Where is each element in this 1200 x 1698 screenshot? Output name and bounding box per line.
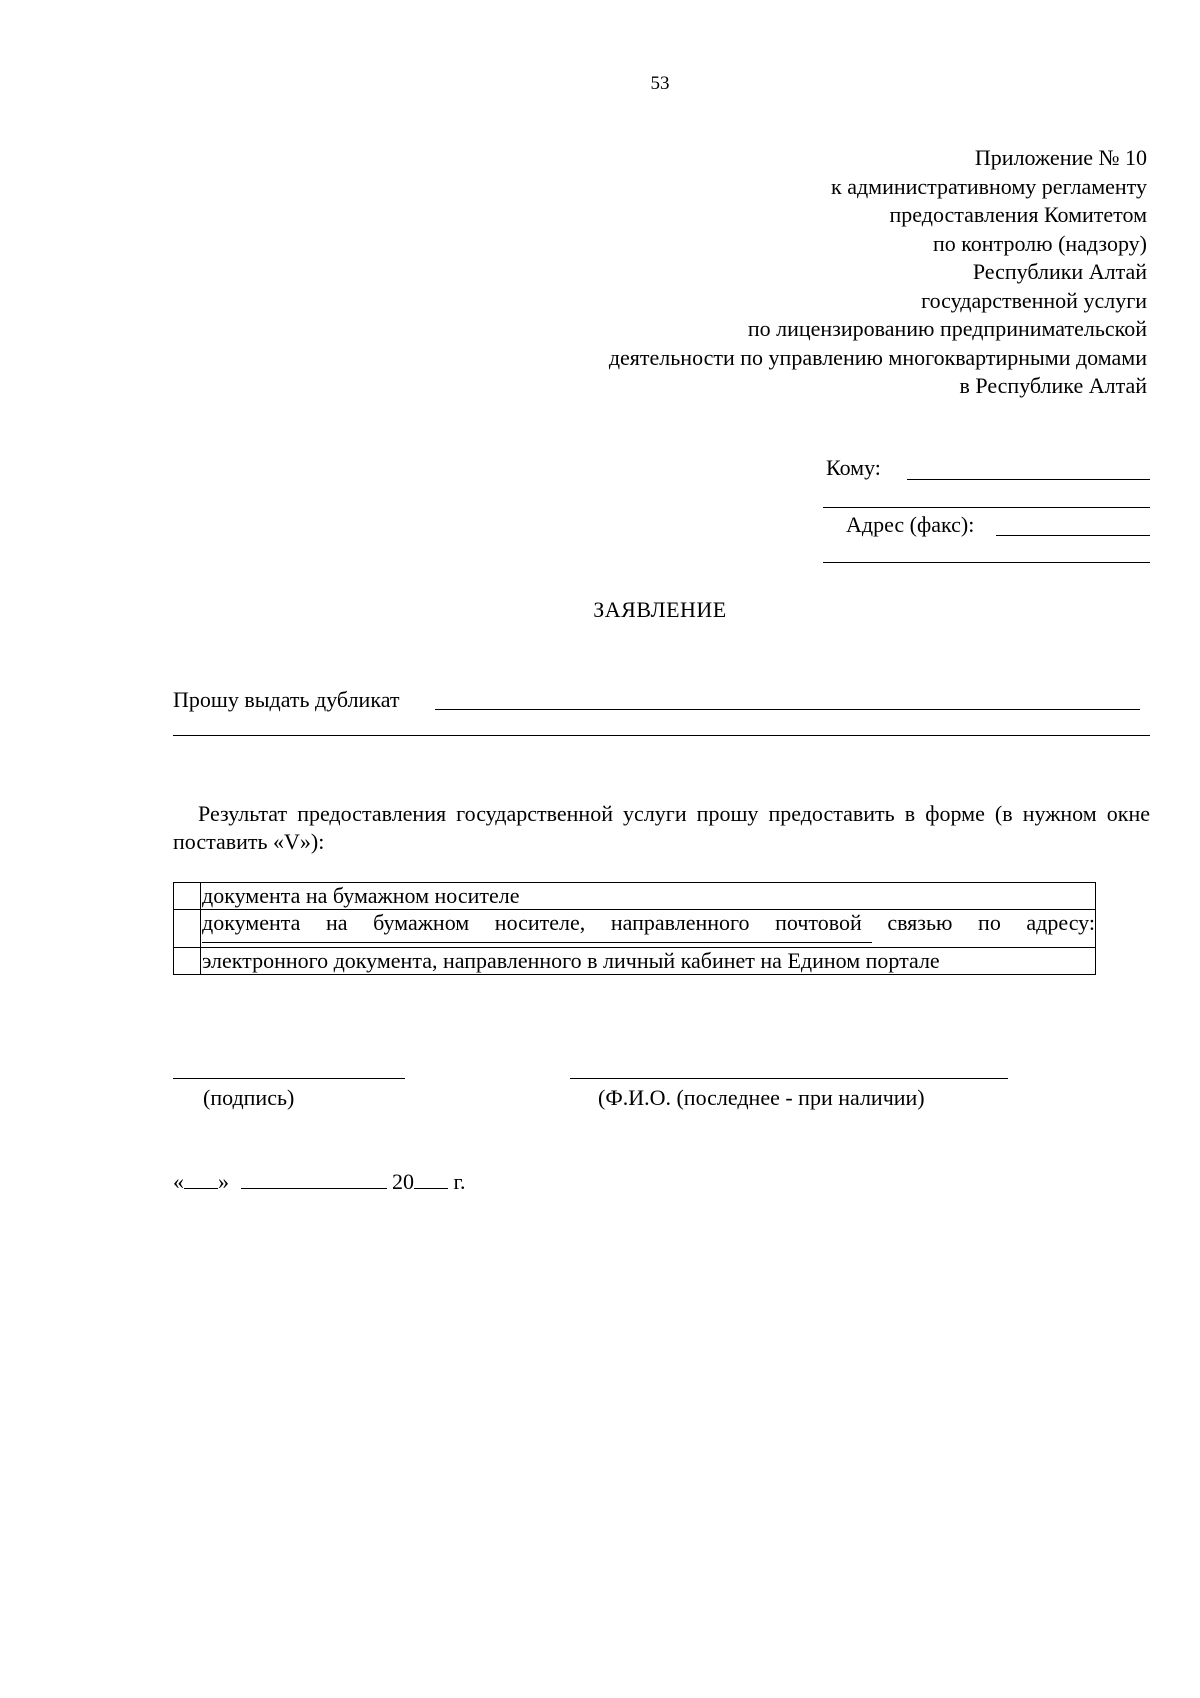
page-number: 53 bbox=[650, 73, 670, 94]
result-form-options-table bbox=[173, 882, 1096, 975]
option-label-paper: документа на бумажном носителе bbox=[201, 883, 1096, 910]
recipient-field[interactable] bbox=[907, 479, 1150, 480]
option-checkbox-mail[interactable] bbox=[174, 910, 201, 948]
signature-field[interactable] bbox=[173, 1078, 405, 1079]
mail-address-field[interactable] bbox=[202, 936, 872, 943]
duplicate-request-label: Прошу выдать дубликат bbox=[173, 687, 400, 712]
year-prefix: 20 bbox=[392, 1169, 414, 1194]
appendix-line: предоставления Комитетом bbox=[889, 202, 1147, 227]
option-checkbox-paper[interactable] bbox=[174, 883, 201, 910]
appendix-line: по лицензированию предпринимательской bbox=[747, 316, 1147, 341]
option-row bbox=[174, 883, 1096, 910]
option-label-electronic: электронного документа, направленного в личный кабинет на Едином портале bbox=[201, 948, 1096, 975]
date-close-quote: » bbox=[218, 1169, 229, 1194]
appendix-line: деятельности по управлению многоквартирными домами bbox=[608, 344, 1147, 370]
date-row bbox=[173, 1168, 466, 1195]
address-field[interactable] bbox=[996, 535, 1150, 536]
appendix-line: государственной услуги bbox=[921, 287, 1147, 313]
option-row bbox=[174, 948, 1096, 975]
year-suffix: г. bbox=[453, 1169, 466, 1194]
appendix-line: в Республике Алтай bbox=[959, 373, 1147, 398]
option-checkbox-electronic[interactable] bbox=[174, 948, 201, 975]
date-open-quote: « bbox=[173, 1169, 184, 1194]
address-label: Адрес (факс): bbox=[846, 512, 975, 537]
option-cell-mail bbox=[201, 910, 1096, 948]
document-title: ЗАЯВЛЕНИЕ bbox=[593, 597, 727, 622]
appendix-header bbox=[609, 144, 1147, 401]
address-field-continuation[interactable] bbox=[823, 562, 1150, 563]
appendix-line: к административному регламенту bbox=[831, 173, 1147, 199]
signature-label: (подпись) bbox=[203, 1085, 295, 1110]
duplicate-request-field[interactable] bbox=[435, 709, 1140, 710]
appendix-line: Приложение № 10 bbox=[974, 145, 1147, 170]
full-name-label: (Ф.И.О. (последнее - при наличии) bbox=[598, 1085, 925, 1110]
recipient-field-continuation[interactable] bbox=[823, 507, 1150, 508]
year-field[interactable] bbox=[414, 1168, 448, 1189]
appendix-line: Республики Алтай bbox=[972, 259, 1147, 284]
option-row bbox=[174, 910, 1096, 948]
result-form-instruction: Результат предоставления государственной услуги прошу предоставить в форме (в нужном окне поставить «V»): bbox=[173, 801, 1150, 854]
duplicate-request-field-continuation[interactable] bbox=[173, 735, 1150, 736]
day-field[interactable] bbox=[184, 1168, 218, 1189]
full-name-field[interactable] bbox=[570, 1078, 1008, 1079]
month-field[interactable] bbox=[241, 1168, 387, 1189]
appendix-line: по контролю (надзору) bbox=[932, 230, 1147, 256]
recipient-label: Кому: bbox=[826, 455, 881, 480]
option-label-mail: документа на бумажном носителе, направленного почтовой связью по адресу: bbox=[202, 910, 1095, 935]
